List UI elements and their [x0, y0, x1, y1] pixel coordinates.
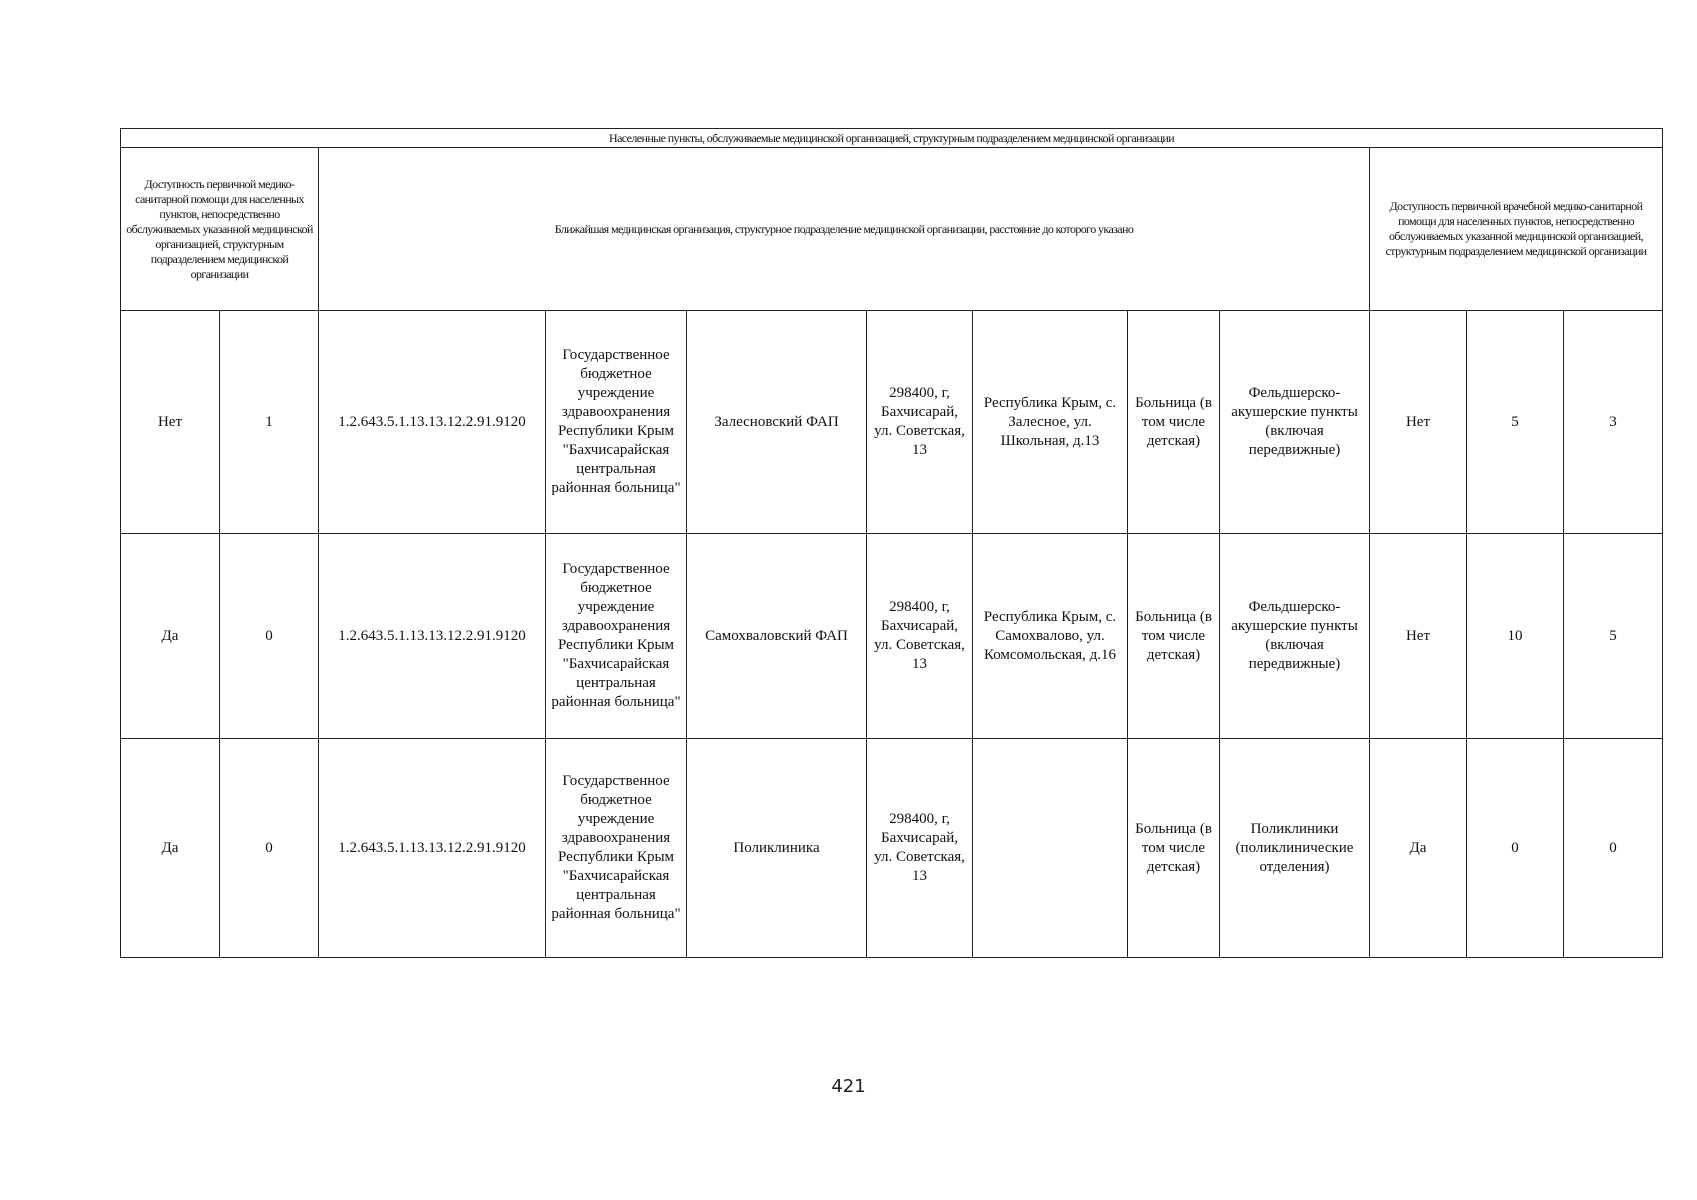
table-row: [121, 534, 1663, 739]
cell-organization: Государственное бюджетное учреждение здравоохранения Республики Крым "Бахчисарайская центральная районная больница": [546, 739, 687, 958]
cell-value-b: 3: [1564, 311, 1663, 534]
cell-org-type: Больница (в том числе детская): [1128, 739, 1220, 958]
cell-unit: Самохваловский ФАП: [687, 534, 867, 739]
cell-org-type: Больница (в том числе детская): [1128, 311, 1220, 534]
header-nearest-organization: Ближайшая медицинская организация, структурное подразделение медицинской организации, расстояние до которого указано: [319, 148, 1370, 311]
cell-access: Нет: [121, 311, 220, 534]
page-number: 421: [831, 1076, 866, 1097]
cell-unit-address: Республика Крым, с. Самохвалово, ул. Комсомольская, д.16: [973, 534, 1128, 739]
cell-unit-type: Поликлиники (поликлинические отделения): [1220, 739, 1370, 958]
cell-org-address: 298400, г, Бахчисарай, ул. Советская, 13: [867, 311, 973, 534]
cell-oid: 1.2.643.5.1.13.13.12.2.91.9120: [319, 534, 546, 739]
table-row: [121, 311, 1663, 534]
table-row: [121, 739, 1663, 958]
header-primary-access: Доступность первичной медико-санитарной помощи для населенных пунктов, непосредственно обслуживаемых указанной медицинской организацией, структурным подразделением медицинской организации: [121, 148, 319, 311]
cell-count: 0: [220, 739, 319, 958]
cell-org-type: Больница (в том числе детская): [1128, 534, 1220, 739]
cell-unit: Поликлиника: [687, 739, 867, 958]
cell-value-a: 0: [1467, 739, 1564, 958]
cell-org-address: 298400, г, Бахчисарай, ул. Советская, 13: [867, 739, 973, 958]
cell-organization: Государственное бюджетное учреждение здравоохранения Республики Крым "Бахчисарайская центральная районная больница": [546, 311, 687, 534]
cell-value-a: 10: [1467, 534, 1564, 739]
cell-count: 1: [220, 311, 319, 534]
cell-unit-type: Фельдшерско-акушерские пункты (включая передвижные): [1220, 534, 1370, 739]
cell-value-a: 5: [1467, 311, 1564, 534]
cell-oid: 1.2.643.5.1.13.13.12.2.91.9120: [319, 739, 546, 958]
header-physician-access: Доступность первичной врачебной медико-санитарной помощи для населенных пунктов, непосредственно обслуживаемых указанной медицинской организацией, структурным подразделением медицинской организации: [1370, 148, 1663, 311]
cell-physician-access: Нет: [1370, 534, 1467, 739]
cell-organization: Государственное бюджетное учреждение здравоохранения Республики Крым "Бахчисарайская центральная районная больница": [546, 534, 687, 739]
cell-count: 0: [220, 534, 319, 739]
cell-physician-access: Да: [1370, 739, 1467, 958]
cell-physician-access: Нет: [1370, 311, 1467, 534]
cell-access: Да: [121, 739, 220, 958]
cell-oid: 1.2.643.5.1.13.13.12.2.91.9120: [319, 311, 546, 534]
cell-unit-address: [973, 739, 1128, 958]
document-sheet: [120, 128, 1662, 958]
cell-value-b: 5: [1564, 534, 1663, 739]
settlements-table: [120, 128, 1663, 958]
cell-unit: Залесновский ФАП: [687, 311, 867, 534]
cell-unit-address: Республика Крым, с. Залесное, ул. Школьная, д.13: [973, 311, 1128, 534]
cell-access: Да: [121, 534, 220, 739]
cell-unit-type: Фельдшерско-акушерские пункты (включая передвижные): [1220, 311, 1370, 534]
table-title: Населенные пункты, обслуживаемые медицинской организацией, структурным подразделением медицинской организации: [121, 129, 1663, 148]
cell-value-b: 0: [1564, 739, 1663, 958]
cell-org-address: 298400, г, Бахчисарай, ул. Советская, 13: [867, 534, 973, 739]
